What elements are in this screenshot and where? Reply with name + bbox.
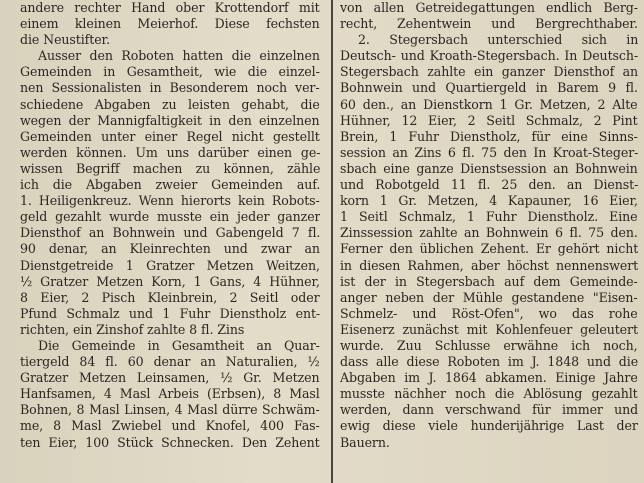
text-line: geld gezahlt wurde musste ein jeder ganzer [20,209,320,225]
text-line: Eisenerz zunächst mit Kohlenfeuer geleutert [340,321,638,337]
text-line: und Robotgeld 11 fl. 25 den. an Dienst- [340,177,638,193]
text-line: 1 Seitl Schmalz, 1 Fuhr Dienstholz. Eine [340,209,638,225]
text-line: tiergeld 84 fl. 60 denar an Naturalien, ½ [20,354,320,370]
text-line: sbach eine ganze Dienstsession an Bohnwein [340,160,638,176]
text-line: 2. Stegersbach unterschied sich in [358,32,638,48]
text-line: anger neben der Mühle gestandene "Eisen- [340,289,638,305]
text-line: ½ Gratzer Metzen Korn, 1 Gans, 4 Hühner, [20,273,320,289]
text-line: andere rechter Hand ober Krottendorf mit [20,0,320,15]
text-line: 90 denar, an Kleinrechten und zwar an [20,241,320,257]
text-line: Deutsch- und Kroath-Stegersbach. In Deutsch- [340,48,638,64]
text-line: einem kleinen Meierhof. Diese fechsten [20,16,320,32]
text-line: me, 8 Masl Zwiebel und Knofel, 400 Fas- [20,418,320,434]
text-line: Stegersbach zahlte ein ganzer Diensthof an [340,64,638,80]
text-line: Zinssession zahlte an Bohnwein 6 fl. 75 den. [340,225,638,241]
text-line: wissen Begriff machen zu können, zähle [20,160,320,176]
text-line: die Neustifter. [20,32,110,48]
text-line: Hühner, 12 Eier, 2 Seitl Schmalz, 2 Pint [340,112,638,128]
text-line: 8 Eier, 2 Pisch Kleinbrein, 2 Seitl oder [20,289,320,305]
text-line: Schmelz- und Röst-Ofen", wo das rohe [340,305,638,321]
text-line: 1. Heiligenkreuz. Wenn hierorts kein Robots- [20,193,320,209]
text-line: Abgaben im J. 1864 abkamen. Einige Jahre [340,370,638,386]
text-line: Hanfsamen, 4 Masl Arbeis (Erbsen), 8 Masl [20,386,320,402]
text-line: wegen der Mannigfaltigkeit in den einzelnen [20,112,320,128]
text-line: ewig diese viele hunderijährige Last der [340,418,638,434]
text-line: 60 den., an Dienstkorn 1 Gr. Metzen, 2 Alte [340,96,638,112]
text-line: Gemeinden unter einer Regel nicht gestellt [20,128,320,144]
text-line: Bohnwein und Quartiergeld in Barem 9 fl. [340,80,638,96]
text-line: Gemeinden in Gesamtheit, wie die einzel- [20,64,320,80]
text-line: ich die Abgaben zweier Gemeinden auf. [20,177,320,193]
text-line: Diensthof an Bohnwein und Gabengeld 7 fl. [20,225,320,241]
text-line: wurde. Zuu Schlusse erwähne ich noch, [340,337,638,353]
text-line: Die Gemeinde in Gesamtheit an Quar- [38,337,320,353]
text-line: richten, ein Zinshof zahlte 8 fl. Zins [20,321,245,337]
right-column [340,0,638,451]
text-line: nen Sessionalisten in Besonderem noch ver- [20,80,320,96]
text-line: ten Eier, 100 Stück Schnecken. Den Zehent [20,434,320,450]
text-line: Bauern. [340,434,390,450]
column-divider [331,0,333,483]
text-line: Ferner den üblichen Zehent. Er gehört nicht [340,241,638,257]
text-line: Pfund Schmalz und 1 Fuhr Dienstholz ent- [20,305,320,321]
text-line: von allen Getreidegattungen endlich Berg- [340,0,638,15]
text-line: dass alle diese Roboten im J. 1848 und die [340,354,638,370]
text-line: recht, Zehentwein und Bergrechthaber. [340,16,638,32]
text-line: Dienstgetreide 1 Gratzer Metzen Weitzen, [20,257,320,273]
text-line: korn 1 Gr. Metzen, 4 Kapauner, 16 Eier, [340,193,638,209]
text-line: Gratzer Metzen Leinsamen, ½ Gr. Metzen [20,370,320,386]
text-line: Bohnen, 8 Masl Linsen, 4 Masl dürre Schwäm- [20,402,320,418]
left-column [20,0,320,451]
text-line: session an Zins 6 fl. 75 den In Kroat-Steger- [340,144,638,160]
text-line: ist der in Stegersbach auf dem Gemeinde- [340,273,638,289]
text-line: musste nächher noch die Ablösung gezahlt [340,386,638,402]
text-line: werden können. Um uns darüber einen ge- [20,144,320,160]
text-line: schiedene Abgaben zu leisten gehabt, die [20,96,320,112]
text-line: Brein, 1 Fuhr Dienstholz, für eine Sinns- [340,128,638,144]
text-line: in diesen Rahmen, aber höchst nennenswert [340,257,638,273]
text-line: Ausser den Roboten hatten die einzelnen [38,48,320,64]
text-line: werden, dann verschwand für immer und [340,402,638,418]
